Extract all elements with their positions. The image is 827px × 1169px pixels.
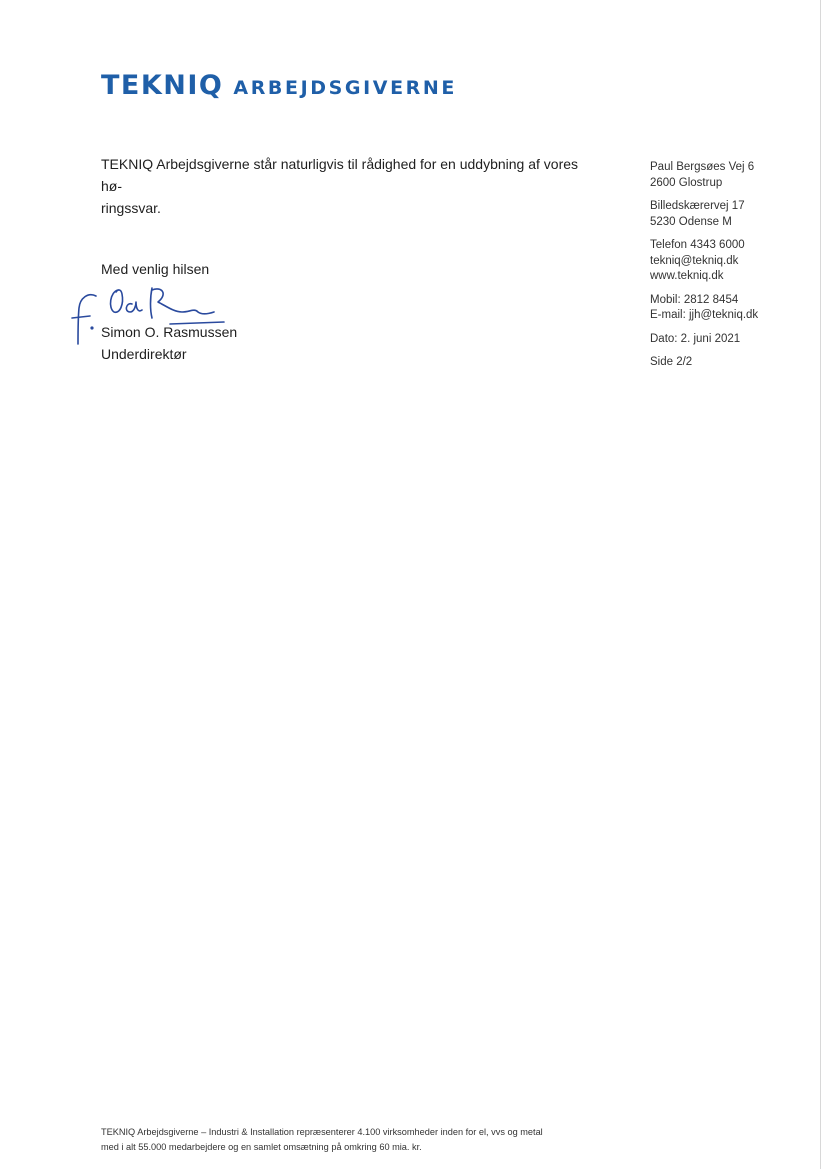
- footer: [101, 1125, 621, 1155]
- greeting: Med venlig hilsen: [101, 261, 210, 277]
- footer-line-2: med i alt 55.000 medarbejdere og en samlet omsætning på omkring 60 mia. kr.: [101, 1142, 422, 1152]
- email-general: tekniq@tekniq.dk: [650, 254, 739, 267]
- paragraph-line-1: TEKNIQ Arbejdsgiverne står naturligvis til rådighed for en uddybning af vores hø-: [101, 156, 579, 194]
- paragraph-line-2: ringssvar.: [101, 200, 161, 216]
- address-odense: [650, 199, 810, 230]
- logo-sub-text: ARBEJDSGIVERNE: [233, 77, 457, 99]
- page-block: [650, 355, 810, 371]
- closing-paragraph: [101, 153, 601, 219]
- phone-number: Telefon 4343 6000: [650, 239, 745, 251]
- contact-personal: [650, 293, 810, 324]
- email-personal: E-mail: jjh@tekniq.dk: [650, 309, 759, 321]
- tekniq-logo: [101, 70, 457, 101]
- address2-street: Billedskærervej 17: [650, 200, 745, 212]
- address2-city: 5230 Odense M: [650, 215, 732, 228]
- address-glostrup: [650, 160, 810, 191]
- website: www.tekniq.dk: [650, 270, 724, 282]
- mobile-number: Mobil: 2812 8454: [650, 293, 739, 306]
- logo-main-text: TEKNIQ: [101, 70, 224, 101]
- address1-city: 2600 Glostrup: [650, 176, 723, 189]
- footer-line-1: TEKNIQ Arbejdsgiverne – Industri & Installation repræsenterer 4.100 virksomheder inden for el, vvs og metal: [101, 1127, 543, 1137]
- letter-date: Dato: 2. juni 2021: [650, 332, 741, 345]
- page-edge: [820, 0, 821, 1169]
- date-block: [650, 332, 810, 348]
- contact-general: [650, 238, 810, 285]
- address1-street: Paul Bergsøes Vej 6: [650, 161, 755, 173]
- sender-info-column: [650, 160, 810, 379]
- page-number: Side 2/2: [650, 356, 693, 368]
- signer-name: Simon O. Rasmussen: [101, 324, 238, 340]
- signer-title: Underdirektør: [101, 346, 187, 362]
- signer-block: [101, 321, 237, 365]
